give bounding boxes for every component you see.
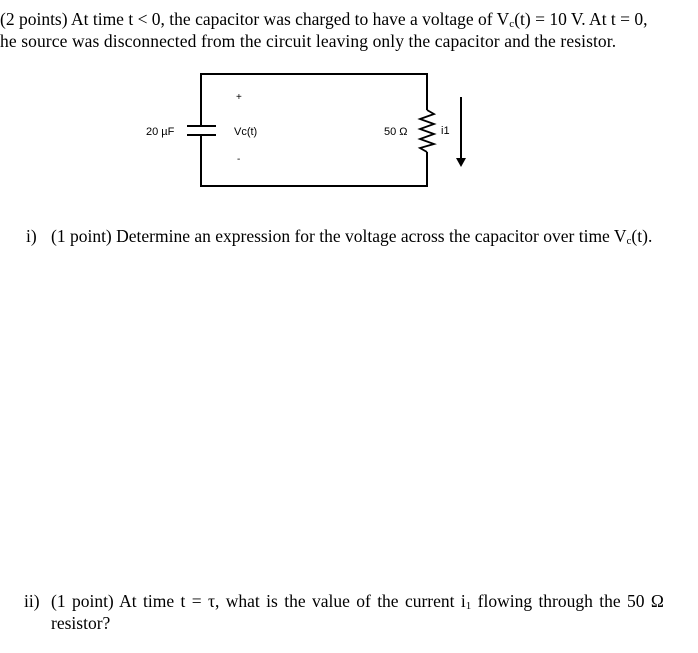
question-i-subscript: c <box>626 235 632 247</box>
current-label: i1 <box>441 125 450 137</box>
capacitor-symbol <box>187 126 216 135</box>
problem-line1-prefix: (2 points) At time t < 0, the capacitor was charged to have a voltage of V <box>0 9 510 29</box>
capacitor-value-label: 20 µF <box>146 126 175 138</box>
question-ii-line2: resistor? <box>51 613 111 633</box>
question-ii-text-line-1 <box>51 590 664 612</box>
current-arrow <box>456 97 466 167</box>
question-i-suffix: (t). <box>631 226 653 246</box>
question-i-prefix: (1 point) Determine an expression for the voltage across the capacitor over time V <box>51 226 627 246</box>
question-ii-prefix: (1 point) At time t = τ, what is the value of the current i <box>51 591 466 611</box>
question-ii-text-line-2 <box>51 612 110 634</box>
problem-line1-subscript: c <box>509 18 515 30</box>
minus-sign: - <box>237 154 241 165</box>
question-i-number: i) <box>26 226 37 246</box>
resistor-value-label: 50 Ω <box>384 126 408 138</box>
problem-line1-suffix: (t) = 10 V. At t = 0, <box>514 9 648 29</box>
capacitor-voltage-label: Vc(t) <box>234 126 258 138</box>
question-ii-suffix: flowing through the 50 Ω <box>471 591 664 611</box>
problem-line2-text: he source was disconnected from the circuit leaving only the capacitor and the resistor. <box>0 31 617 51</box>
question-i-text <box>51 225 652 247</box>
plus-sign: + <box>236 92 242 103</box>
resistor-symbol <box>420 110 434 152</box>
question-ii-number: ii) <box>24 591 40 611</box>
question-ii-subscript: 1 <box>465 600 472 612</box>
